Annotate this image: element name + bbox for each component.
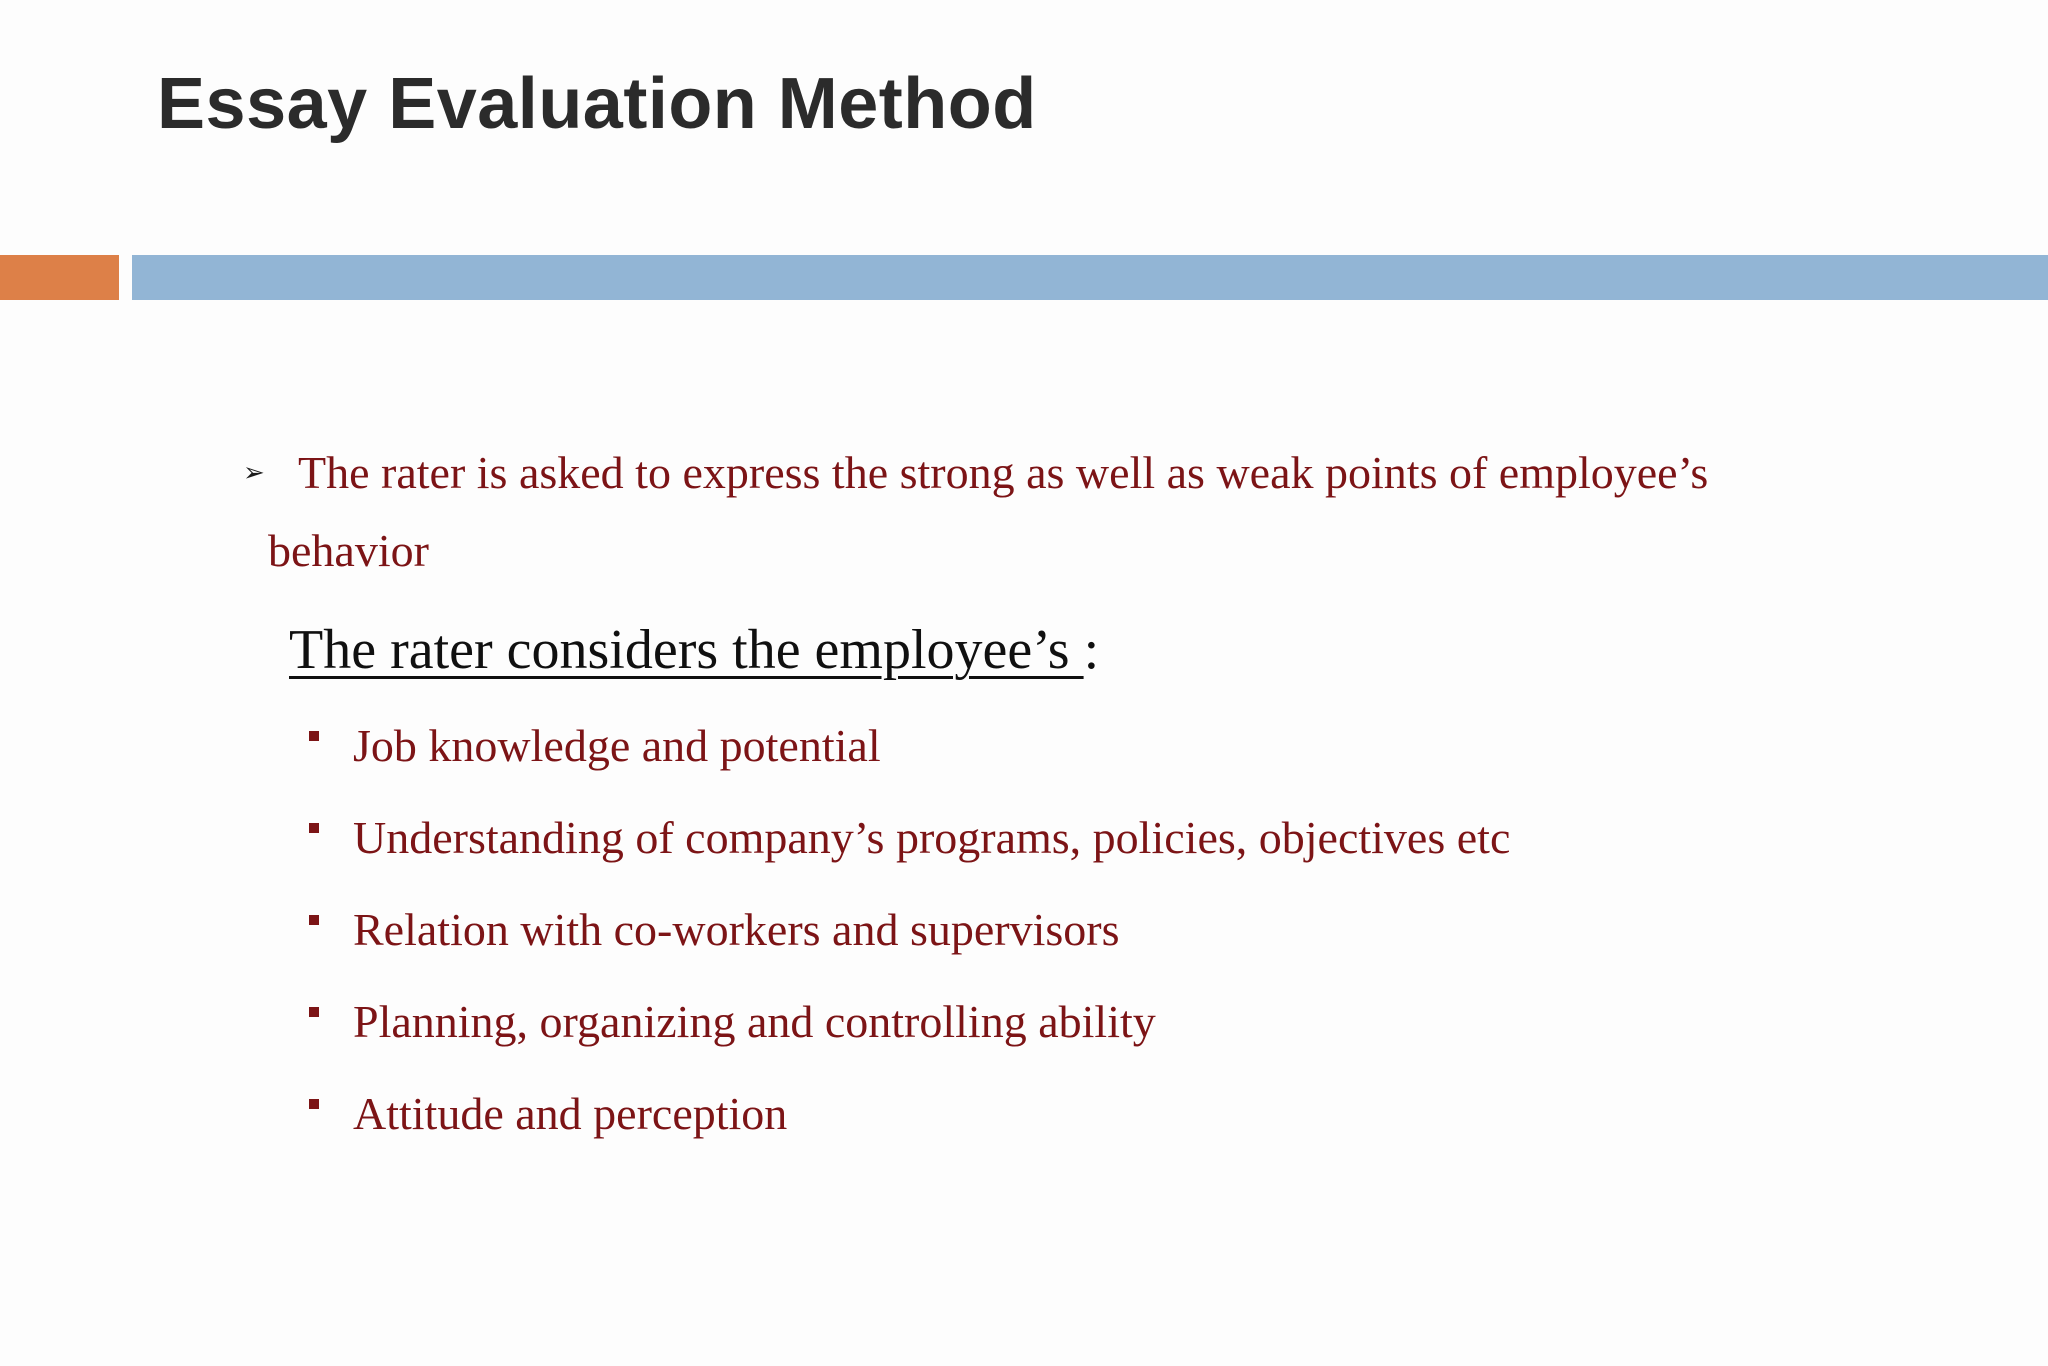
intro-line-1: The rater is asked to express the strong as well as weak points of employee’s: [298, 447, 1709, 498]
intro-paragraph: [243, 434, 1923, 590]
list-item: [306, 984, 1510, 1076]
list-item: [306, 892, 1510, 984]
list-item-label: Relation with co-workers and supervisors: [353, 904, 1120, 955]
square-bullet-icon: [309, 915, 319, 925]
square-bullet-icon: [309, 1099, 319, 1109]
arrow-bullet-icon: ➢: [243, 458, 265, 488]
subheading-underlined-text: The rater considers the employee’s: [289, 619, 1084, 681]
list-item: [306, 1076, 1510, 1168]
square-bullet-icon: [309, 731, 319, 741]
list-item-label: Attitude and perception: [353, 1088, 788, 1139]
list-item: [306, 800, 1510, 892]
list-item-label: Understanding of company’s programs, policies, objectives etc: [353, 812, 1511, 863]
list-item: [306, 708, 1510, 800]
criteria-list: [306, 708, 1510, 1168]
intro-line-2: behavior: [268, 525, 429, 576]
intro-text: [243, 434, 1923, 590]
square-bullet-icon: [309, 823, 319, 833]
slide-title: Essay Evaluation Method: [157, 64, 1037, 144]
list-item-label: Planning, organizing and controlling ability: [353, 996, 1156, 1047]
square-bullet-icon: [309, 1007, 319, 1017]
subheading: [289, 612, 1099, 688]
accent-bar: [0, 255, 119, 300]
subheading-colon: :: [1083, 619, 1100, 681]
header-divider-bar: [132, 255, 2048, 300]
list-item-label: Job knowledge and potential: [353, 720, 881, 771]
